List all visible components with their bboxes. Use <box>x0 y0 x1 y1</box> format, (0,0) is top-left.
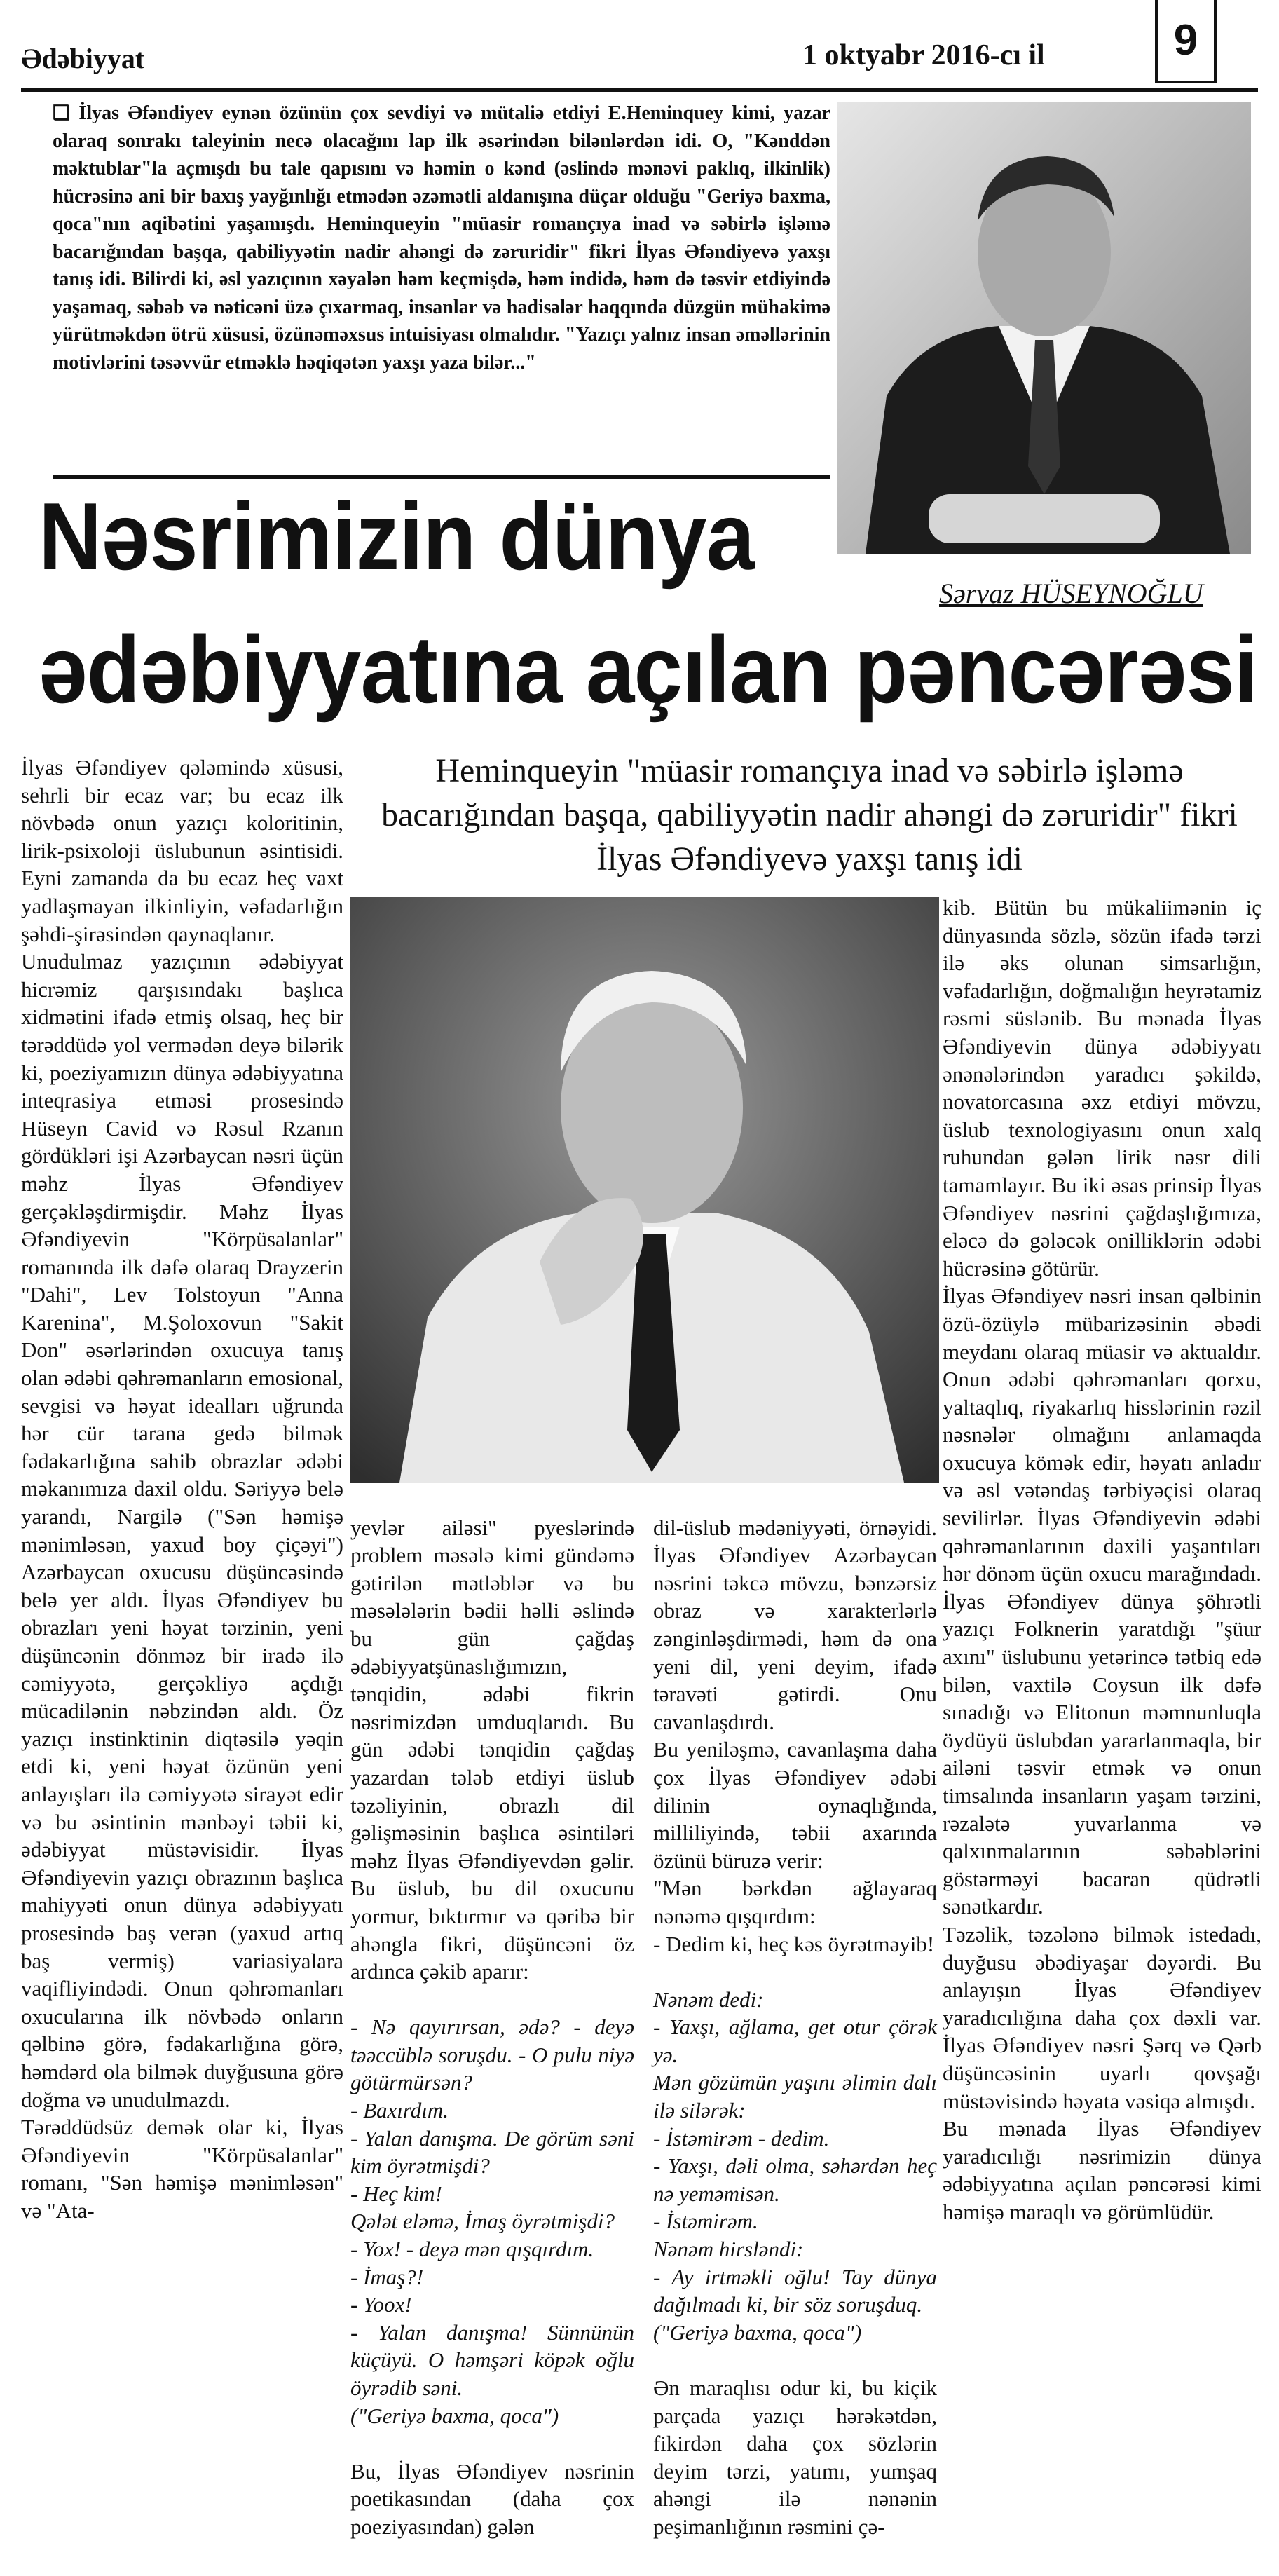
portrait-photo-icon <box>837 102 1251 554</box>
issue-date: 1 oktyabr 2016-cı il <box>802 39 1045 71</box>
article-column-4: kib. Bütün bu mükaliimənin iç dünyasında sözlə, sözün ifadə tərzi ilə əks olunan simsarlığın, vəfadarlığın, doğmalığın heyrətamiz rəsmi süslənib. Bu mənada İlyas Əfəndiyevin dünya ədəbiyyatı ənənələrindən yaradıcı şəkildə, novatorcasına əxz etdiyi mövzu, üslub texnologiyasını onun xalq ruhundan gələn lirik nəsr dili tamamlayır. Bu iki əsas prinsip İlyas Əfəndiyev nəsrini çağdaşlığımıza, eləcə də gələcək onilliklərin ədəbi hücrəsinə götürür. İlyas Əfəndiyev nəsri insan qəlbinin özü-özüylə mübarizəsinin əbədi meydanı olaraq müasir və aktualdır. Onun ədəbi qəhrəmanları qorxu, yaltaqlıq, riyakarlıq hisslərinin rəzil nəsnələr olmağını anlamaqda oxucuya kömək edir, həyatı anladır və əsl vətəndaş tərbiyəçisi olaraq sevilirlər. İlyas Əfəndiyevin ədəbi qəhrəmanlarının daxili yaşantıları hər dönəm üçün oxucu marağındadı. İlyas Əfəndiyev dünya şöhrətli yazıçı Folknerin yaratdığı "şüur axını" üslubunu yetərincə tətbiq edə bilən, vaxtilə Coysun ilk dəfə sınadığı və Elitonun məmnunluqla öydüyü üslubdan yararlanmaqla, bir ailəni təsvir etmək və onun timsalında insanların yaşam tərzini, rəzalətə yuvarlanma və qalxınmalarının səbəblərini göstərməyi bacaran qüdrətli sənətkardır. Təzəlik, təzələnə bilmək istedadı, duyğusu əbədiyaşar dəyərdi. Bu anlayışın İlyas Əfəndiyev yaradıcılığına daha çox dəxli var. İlyas Əfəndiyev nəsri Şərq və Qərb düşüncəsinin uyarlı qovşağı müstəvisində həyata vəsiqə almışdı. Bu mənada İlyas Əfəndiyev yaradıcılığı nəsrimizin dünya ədəbiyyatına açılan pəncərəsi kimi həmişə maraqlı və görümlüdür. <box>943 895 1261 2224</box>
column-3-tail: Ən maraqlısı odur ki, bu kiçik parçada yazıçı hərəkətdən, fikirdən daha çox sözlərin deyim tərzi, yatımı, yumşaq ahəngi ilə nənənin peşimanlığının rəsmini çə- <box>653 2376 937 2539</box>
lead-paragraph: ❑ İlyas Əfəndiyev eynən özünün çox sevdiyi və mütaliə etdiyi E.Heminquey kimi, yazar olaraq sonrakı taleyinin necə olacağını lap ilk əsərindən bilənlərdən idi. O, "Kənddən məktublar"la açmışdı bu tale qapısını və həmin o kənd (əslində mənəvi paklıq, ilkinlik) hücrəsinə ani bir baxış yayğınlığı etmədən əzəmətli aldanışına düçar olduğu "Geriyə baxma, qoca"nın aqibətini yaşamışdı. Heminqueyin "müasir romançıya inad və səbirlə işləmə bacarığından başqa, qabiliyyətin nadir ahəngi də zəruridir" fikri İlyas Əfəndiyevə yaxşı tanış idi. Bilirdi ki, əsl yazıçının xəyalən həm keçmişdə, həm indidə, həm də təsvir etdiyində yaşamaq, səbəb və nəticəni üzə çıxarmaq, insanlar və hadisələr haqqında düzgün mühakimə yürütməkdən ötrü xüsusi, özünəməxsus intuisiyası olmalıdır. "Yazıçı yalnız insan əməllərinin motivlərini təsəvvür etməklə həqiqətən yaxşı yaza bilər..." <box>53 102 830 374</box>
article-column-3 <box>653 1486 937 2568</box>
page-number: 9 <box>1155 0 1217 83</box>
article-column-1: İlyas Əfəndiyev qələmində xüsusi, sehrli bir ecaz var; bu ecaz ilk növbədə onun yazıçı koloritinin, lirik-psixoloji üslubunun əsintisidi. Eyni zamanda da bu ecaz heç vaxt yadlaşmayan ilkinliyin, vəfadarlığın şəhdi-şirəsindən qaynaqlanır. Unudulmaz yazıçının ədəbiyyat hicrəmiz qarşısındakı başlıca xidmətini ifadə etmiş olsaq, heç bir tərəddüdə yol vermədən deyə bilərik ki, poeziyamızın dünya ədəbiyyatına inteqrasiya etməsi prosesində Hüseyn Cavid və Rəsul Rzanın gördükləri işi Azərbaycan nəsri üçün məhz İlyas Əfəndiyev gerçəkləşdirmişdir. Məhz İlyas Əfəndiyevin "Körpüsalanlar" romanında ilk dəfə olaraq Drayzerin "Dahi", Lev Tolstoyun "Anna Karenina", M.Şoloxovun "Sakit Don" əsərlərindən oxucuya tanış olan ədəbi qəhrəmanların emosional, sevgisi və həyat idealları uğrunda hər cür tarana gedə bilmək fədakarlığına sahib obrazlar ədəbi məkanımıza daxil oldu. Səriyyə belə yarandı, Nargilə ("Sən həmişə mənimləsən, yaxud boy çiçəyi") Azərbaycan oxucusu düşüncəsində belə yer aldı. İlyas Əfəndiyev bu obrazları yeni həyat tərzinin, yeni düşüncənin dönməz bir iradə ilə cəmiyyətə, gerçəkliyə açdığı mücadilənin nəbzindən aldı. Öz yazıçı instinktinin diqtəsilə yəqin etdi ki, yeni həyat özünün yeni anlayışları ilə cəmiyyətə sirayət edir və bu əsintinin mənbəyi təbii ki, ədəbiyyat müstəvisidir. İlyas Əfəndiyevin yazıçı obrazının başlıca mahiyyəti onun dünya ədəbiyyatı prosesində baş verən (yaxud artıq baş vermiş) variasiyalara vaqifliyindədi. Onun qəhrəmanları oxucularına ilk növbədə onların qəlbinə görə, fədakarlığına görə, həmdərd ola bilmək duyğusuna görə doğma və unudulmazdı. Tərəddüdsüz demək olar ki, İlyas Əfəndiyevin "Körpüsalanlar" romanı, "Sən həmişə mənimləsən" və "Ata- <box>21 755 343 2223</box>
column-2-tail: Bu, İlyas Əfəndiyev nəsrinin poetikasından (daha çox poeziyasından) gələn <box>350 2458 634 2539</box>
headline-line-1: Nəsrimizin dünya <box>39 483 755 590</box>
headline-line-2: ədəbiyyatına açılan pəncərəsi <box>39 616 1258 723</box>
pull-quote: Heminqueyin "müasir romançıya inad və səbirlə işləmə bacarığından başqa, qabiliyyətin nadir ahəngi də zəruridir" fikri İlyas Əfəndiyevə yaxşı tanış idi <box>381 752 1238 878</box>
article-column-2 <box>350 1486 634 2568</box>
column-2-text: yevlər ailəsi" pyeslərində problem məsələ kimi gündəmə gətirilən mətləblər və bu məsələlərin bədii həlli əslində bu gün çağdaş ədəbiyyatşünaslığımızın, tənqidin, ədəbi fikrin nəsrimizdən umduqlarıdı. Bu gün ədəbi tənqidin çağdaş yazardan tələb etdiyi üslub təzəliyinin, obrazlı dil gəlişməsinin başlıca əsintiləri məhz İlyas Əfəndiyevdən gəlir. Bu üslub, bu dil oxucunu yormur, bıktırmır və qəribə bir ahəngla fikri, düşüncəni öz ardınca çəkib aparır: <box>350 1515 634 1984</box>
portrait-photo-icon <box>350 897 939 1483</box>
column-3-text: dil-üslub mədəniyyəti, örnəyidi. İlyas Əfəndiyev Azərbaycan nəsrini təkcə mövzu, bənzərsiz obraz və xarakterlərlə zənginləşdirmədi, həm də ona yeni dil, yeni deyim, ifadə təravəti gətirdi. Onu cavanlaşdırdı. Bu yeniləşmə, cavanlaşma daha çox İlyas Əfəndiyev ədəbi dilinin oynaqlığında, milliliyində, təbii axarında özünü büruzə verir: "Mən bərkdən ağlayaraq nənəmə qışqırdım: - Dedim ki, heç kəs öyrətməyib! <box>653 1515 937 1956</box>
section-title: Ədəbiyyat <box>21 43 145 74</box>
quoted-dialogue-2: Nənəm dedi: - Yaxşı, ağlama, get otur çörək yə. Mən gözümün yaşını əlimin dalı ilə silərək: - İstəmirəm - dedim. - Yaxşı, dəli olma, səhərdən heç nə yeməmisən. - İstəmirəm. Nənəm hirsləndi: - Ay irtməkli oğlu! Tay dünya dağılmadı ki, bir söz soruşduq. ("Geriyə baxma, qoca") <box>653 1986 937 2345</box>
quoted-dialogue-1: - Nə qayırırsan, ədə? - deyə təəccüblə soruşdu. - O pulu niyə götürmürsən? - Baxırdım. - Yalan danışma. De görüm səni kim öyrətmişdi? - Heç kim! Qələt eləmə, İmaş öyrətmişdi? - Yox! - deyə mən qışqırdım. - İmaş?! - Yoox! - Yalan danışma! Sünnünün küçüyü. O həmşəri köpək oğlu öyrədib səni. ("Geriyə baxma, qoca") <box>350 2015 634 2428</box>
lead-divider <box>53 475 830 479</box>
author-byline: Sərvaz HÜSEYNOĞLU <box>939 578 1203 609</box>
header-divider <box>21 88 1258 92</box>
